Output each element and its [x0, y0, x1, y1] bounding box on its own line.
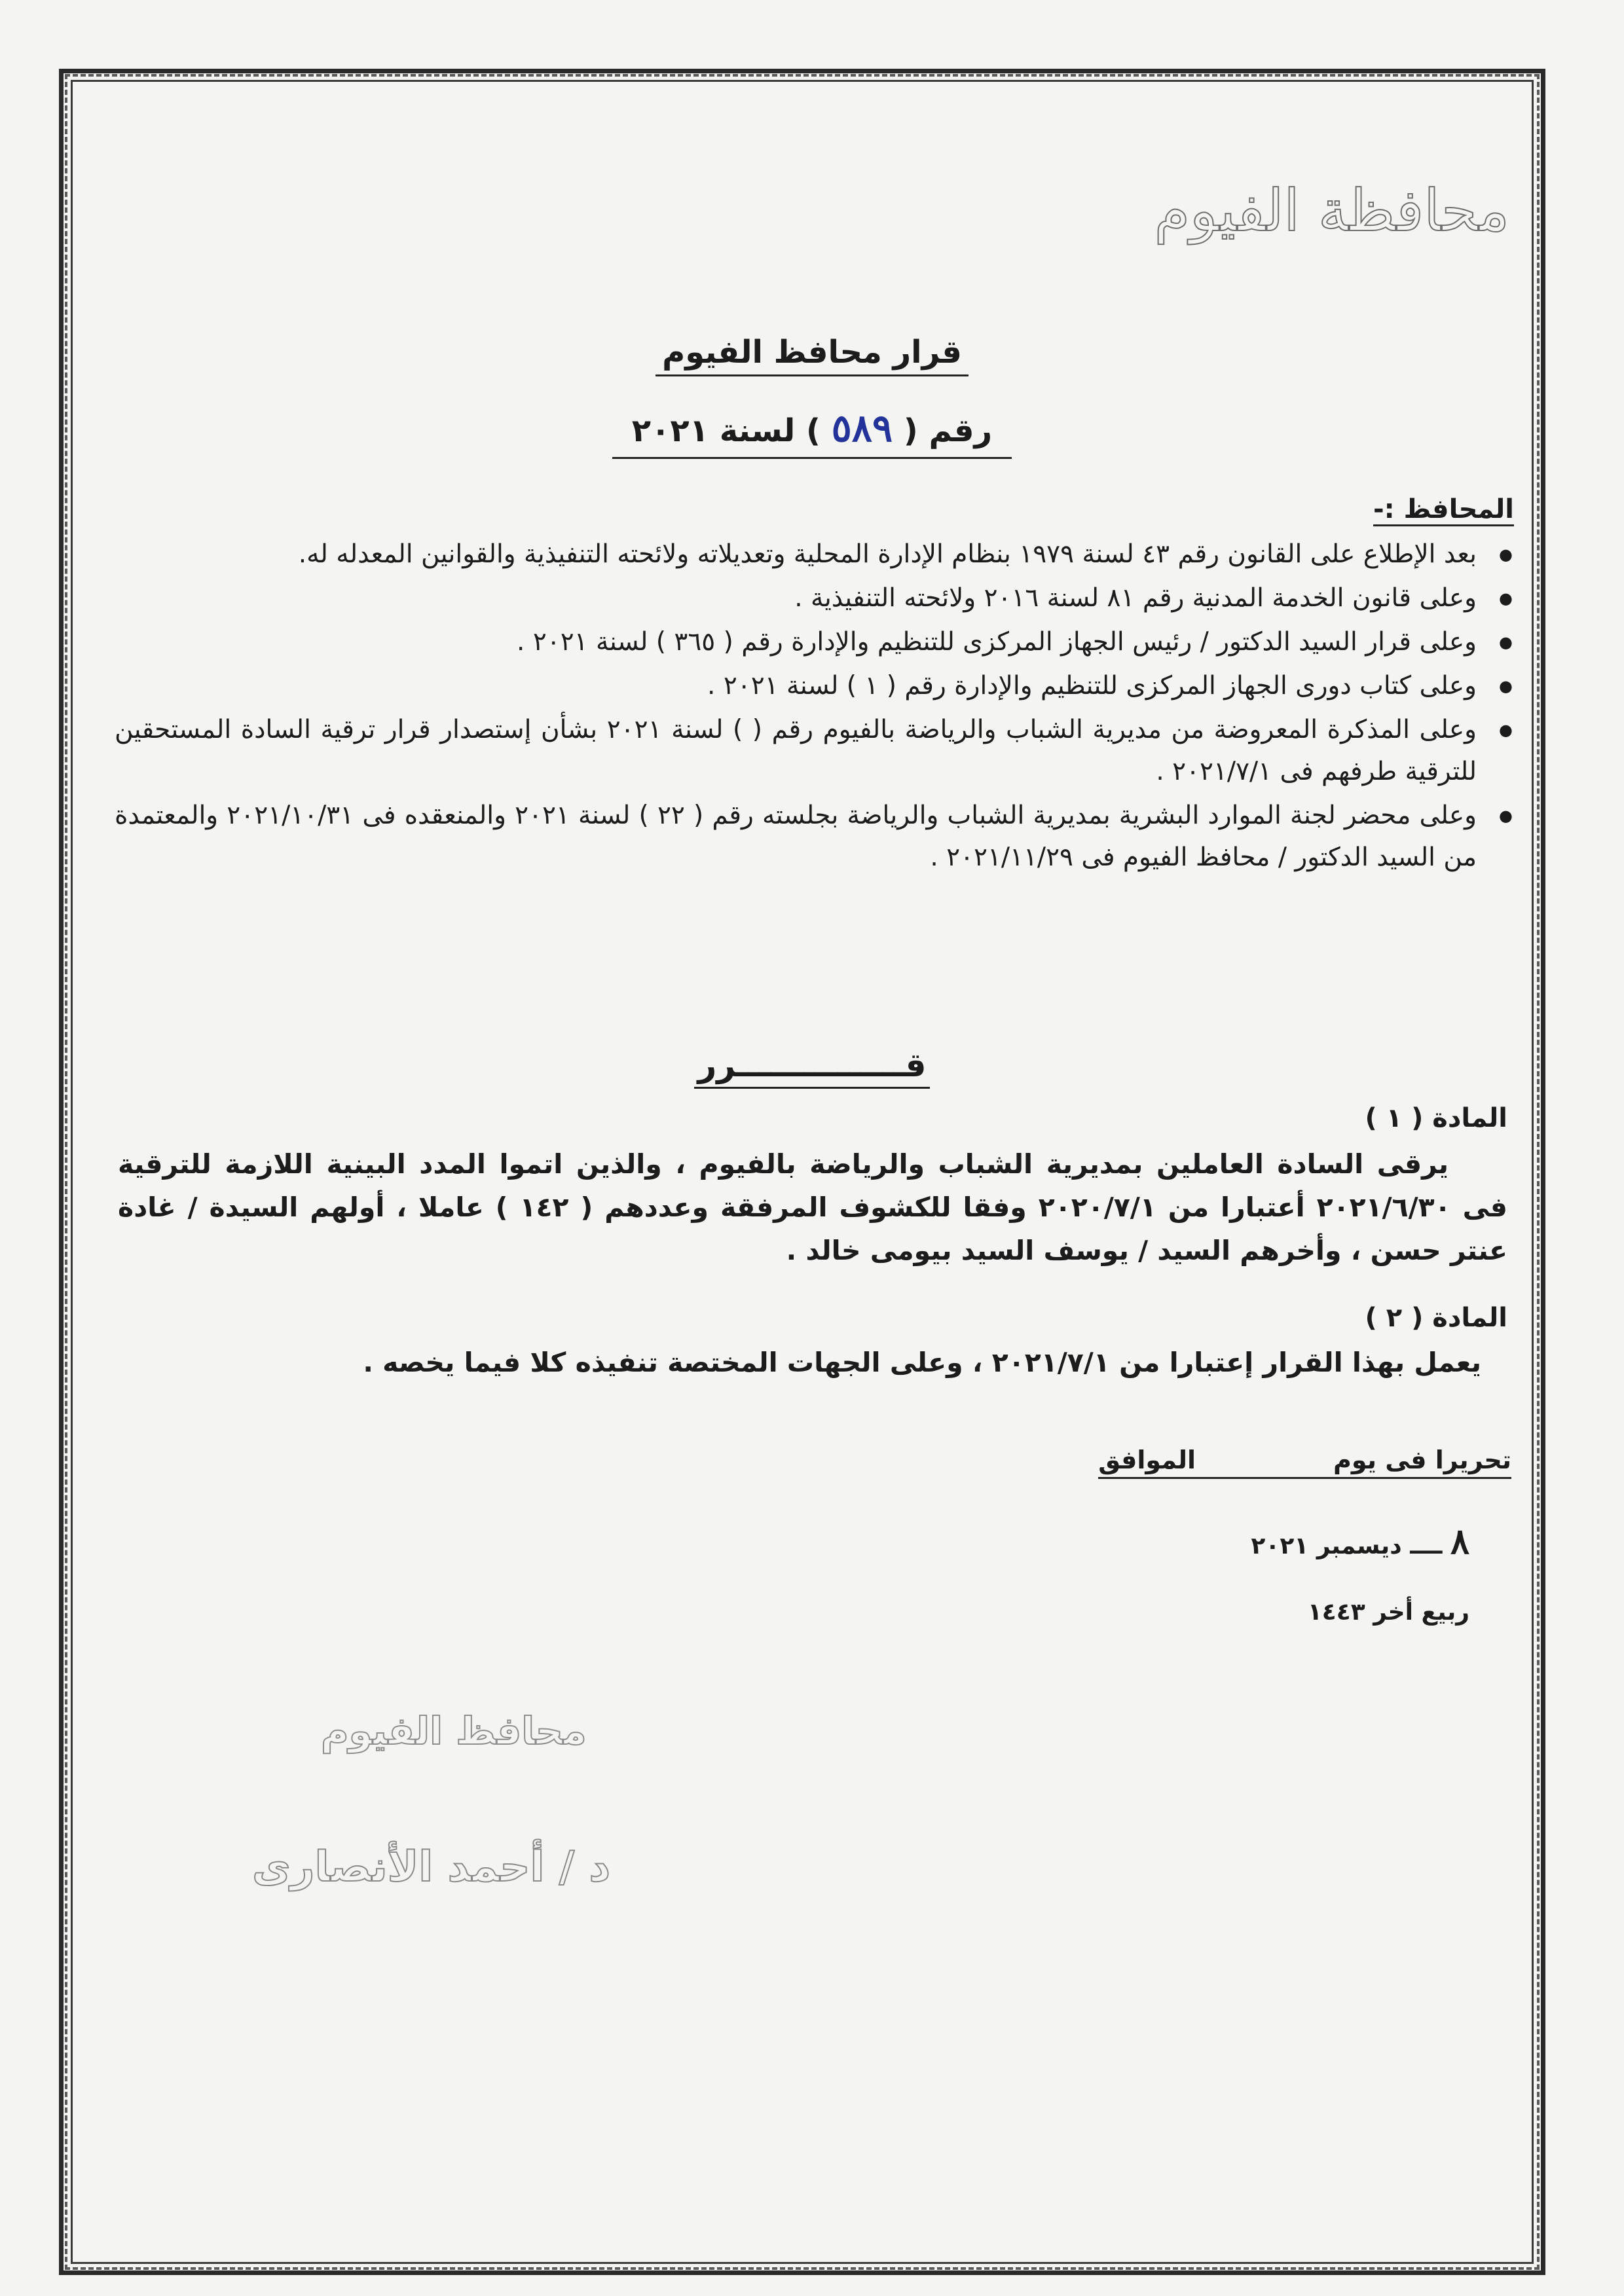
decree-title: قرار محافظ الفيوم [0, 334, 1624, 371]
decree-number-line [0, 406, 1624, 459]
decision-heading: قـــــــــــــــرر [0, 1046, 1624, 1084]
decree-number-wrap [612, 406, 1012, 459]
consideration-item: ● بعد الإطلاع على القانون رقم ٤٣ لسنة ١٩٧٩ بنظام الإدارة المحلية وتعديلاته ولائحته التنفيذية والقوانين المعدله له. [115, 534, 1513, 575]
written-on-line [1098, 1446, 1511, 1474]
handwritten-day: ٨ [1450, 1520, 1469, 1562]
consideration-item: ● وعلى المذكرة المعروضة من مديرية الشباب والرياضة بالفيوم رقم ( ) لسنة ٢٠٢١ بشأن إستصدار قرار ترقية السادة المستحقين للترقية طرفهم فى ٢٠٢١/٧/١ . [115, 709, 1513, 793]
letterhead-stamp: محافظة الفيوم [1154, 177, 1509, 244]
hijri-date: ربيع أخر ١٤٤٣ [1307, 1599, 1469, 1626]
article-1-label: المادة ( ١ ) [1365, 1103, 1507, 1133]
written-on-label: تحريرا فى يومالموافق [1098, 1446, 1511, 1479]
signature-title-stamp: محافظ الفيوم [321, 1709, 587, 1753]
decree-prefix: رقم ( [903, 412, 993, 449]
gregorian-month-year: ديسمبر ٢٠٢١ [1251, 1533, 1402, 1559]
considerations-list [115, 534, 1513, 881]
article-1-text: يرقى السادة العاملين بمديرية الشباب والرياضة بالفيوم ، والذين اتموا المدد البينية اللازمة للترقية فى ٢٠٢١/٦/٣٠ أعتبارا من ٢٠٢٠/٧/١ وفقا للكشوف المرفقة وعددهم ( ١٤٢ ) عاملا ، أولهم السيدة / غادة عنتر حسن ، وأخرهم السيد / يوسف السيد بيومى خالد . [118, 1148, 1507, 1266]
article-2-text: يعمل بهذا القرار إعتبارا من ٢٠٢١/٧/١ ، وعلى الجهات المختصة تنفيذه كلا فيما يخصه . [363, 1347, 1481, 1378]
gregorian-date: ٨ ــــ ديسمبر ٢٠٢١ [1251, 1520, 1469, 1562]
signature-name-stamp: د / أحمد الأنصارى [252, 1843, 611, 1891]
consideration-item: ● وعلى قرار السيد الدكتور / رئيس الجهاز المركزى للتنظيم والإدارة رقم ( ٣٦٥ ) لسنة ٢٠٢١ . [115, 621, 1513, 663]
consideration-item: ● وعلى كتاب دورى الجهاز المركزى للتنظيم والإدارة رقم ( ١ ) لسنة ٢٠٢١ . [115, 665, 1513, 707]
article-2-label: المادة ( ٢ ) [1365, 1303, 1507, 1333]
decree-number-handwritten: ٥٨٩ [831, 406, 893, 450]
consideration-item: ● وعلى قانون الخدمة المدنية رقم ٨١ لسنة ٢٠١٦ ولائحته التنفيذية . [115, 577, 1513, 619]
preamble-label: المحافظ :- [1373, 494, 1514, 524]
corresponding-label: الموافق [1098, 1446, 1196, 1474]
decree-suffix: ) لسنة ٢٠٢١ [631, 412, 821, 449]
consideration-item: ● وعلى محضر لجنة الموارد البشرية بمديرية الشباب والرياضة بجلسته رقم ( ٢٢ ) لسنة ٢٠٢١ والمنعقده فى ٢٠٢١/١٠/٣١ والمعتمدة من السيد الدكتور / محافظ الفيوم فى ٢٠٢١/١١/٢٩ . [115, 795, 1513, 879]
